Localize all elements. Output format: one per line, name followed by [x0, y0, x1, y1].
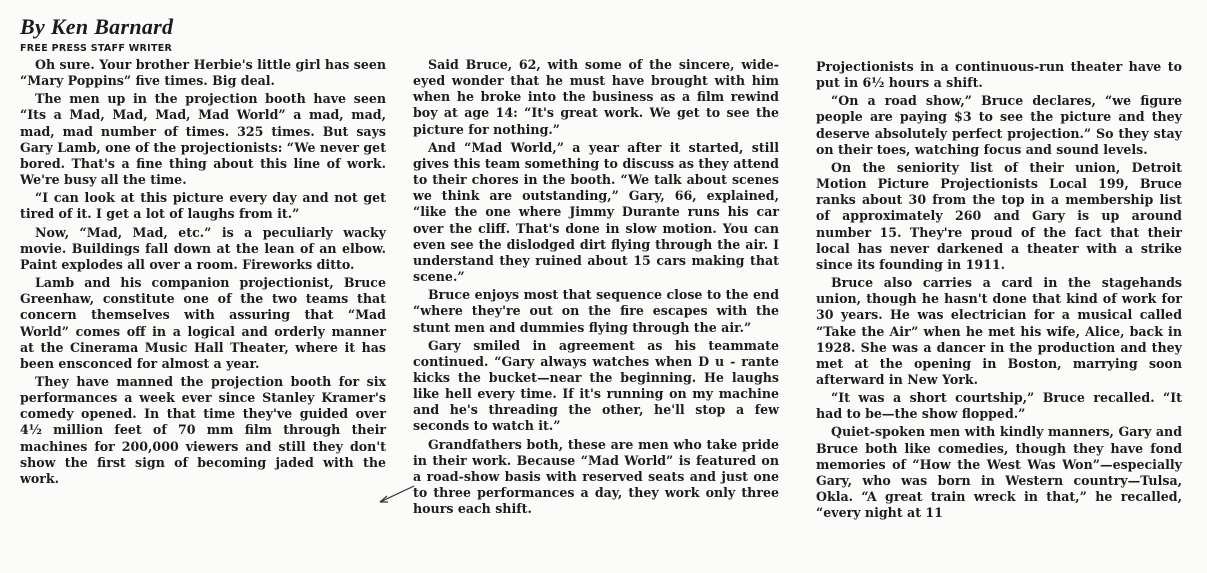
paragraph: Quiet-spoken men with kindly manners, Gary and Bruce both like comedies, though they have fond memories of “How the West Was Won”—especially Gary, who was born in Western country—Tulsa, Okla. “A great train wreck in that,” he recalled, “every night at 11 — [816, 424, 1182, 521]
paragraph: “It was a short courtship,” Bruce recalled. “It had to be—the show flopped.” — [816, 390, 1182, 422]
pen-mark-arrow — [378, 482, 418, 506]
paragraph: Said Bruce, 62, with some of the sincere, wide-eyed wonder that he must have brought with him when he broke into the business as a film rewind boy at age 14: “It's great work. We get to see the picture for nothing.” — [413, 57, 779, 137]
paragraph: Lamb and his companion projectionist, Bruce Greenhaw, constitute one of the two teams that concern themselves with assuring that “Mad World” comes off in a logical and orderly manner at the Cinerama Music Hall Theater, where it has been ensconced for almost a year. — [20, 275, 386, 371]
paragraph: Bruce enjoys most that sequence close to the end “where they're out on the fire escapes with the stunt men and dummies flying through the air.” — [413, 287, 779, 335]
paragraph: Gary smiled in agreement as his teammate continued. “Gary always watches when D u - rante kicks the bucket—near the beginning. He laughs like hell every time. If it's running on my machine and he's threading the other, he'll stop a few seconds to watch it.” — [413, 337, 779, 434]
paragraph: “I can look at this picture every day and not get tired of it. I get a lot of laughs from it.” — [20, 190, 386, 222]
paragraph: The men up in the projection booth have seen “Its a Mad, Mad, Mad, Mad World” a mad, mad, mad, mad number of times. 325 times. But says Gary Lamb, one of the projectionists: “We never get bored. That's a fine thing about this line of work. We're busy all the time. — [20, 91, 387, 188]
paragraph: Now, “Mad, Mad, etc.” is a peculiarly wacky movie. Buildings fall down at the lean of an elbow. Paint explodes all over a room. Fireworks ditto. — [20, 224, 386, 272]
paragraph: They have manned the projection booth for six performances a week ever since Stanley Kramer's comedy opened. In that time they've guided over 4½ million feet of 70 mm film through their machines for 200,000 viewers and still they don't show the first sign of becoming jaded with the work. — [20, 373, 386, 486]
article-column-1 — [20, 57, 386, 489]
article-column-3 — [816, 59, 1182, 523]
paragraph: On the seniority list of their union, Detroit Motion Picture Projectionists Local 199, Bruce ranks about 30 from the top in a membership list of approximately 260 and Gary is up around number 15. They're proud of the fact that their local has never darkened a theater with a strike since its founding in 1911. — [816, 159, 1182, 272]
byline: By Ken Barnard — [20, 14, 174, 39]
byline-role: FREE PRESS STAFF WRITER — [20, 43, 173, 54]
paragraph: “On a road show,” Bruce declares, “we figure people are paying $3 to see the picture and they deserve absolutely perfect projection.” So they stay on their toes, watching focus and sound levels. — [816, 93, 1182, 157]
paragraph: And “Mad World,” a year after it started, still gives this team something to discuss as they attend to their chores in the booth. “We talk about scenes we think are outstanding,” Gary, 66, explained, “like the one where Jimmy Durante runs his car over the cliff. That's done in slow motion. You can even see the dislodged dirt flying through the air. I understand they ruined about 15 cars making that scene.” — [413, 139, 779, 285]
paragraph: Bruce also carries a card in the stagehands union, though he hasn't done that kind of work for 30 years. He was electrician for a musical called “Take the Air” when he met his wife, Alice, back in 1928. She was a dancer in the production and they met at the opening in Boston, marrying soon afterward in New York. — [816, 275, 1182, 387]
paragraph: Projectionists in a continuous-run theater have to put in 6½ hours a shift. — [816, 59, 1182, 91]
paragraph: Grandfathers both, these are men who take pride in their work. Because “Mad World” is featured on a road-show basis with reserved seats and just one to three performances a day, they work only three hours each shift. — [413, 436, 779, 517]
article-column-2 — [413, 57, 779, 519]
paragraph: Oh sure. Your brother Herbie's little girl has seen “Mary Poppins” five times. Big deal. — [20, 57, 386, 89]
